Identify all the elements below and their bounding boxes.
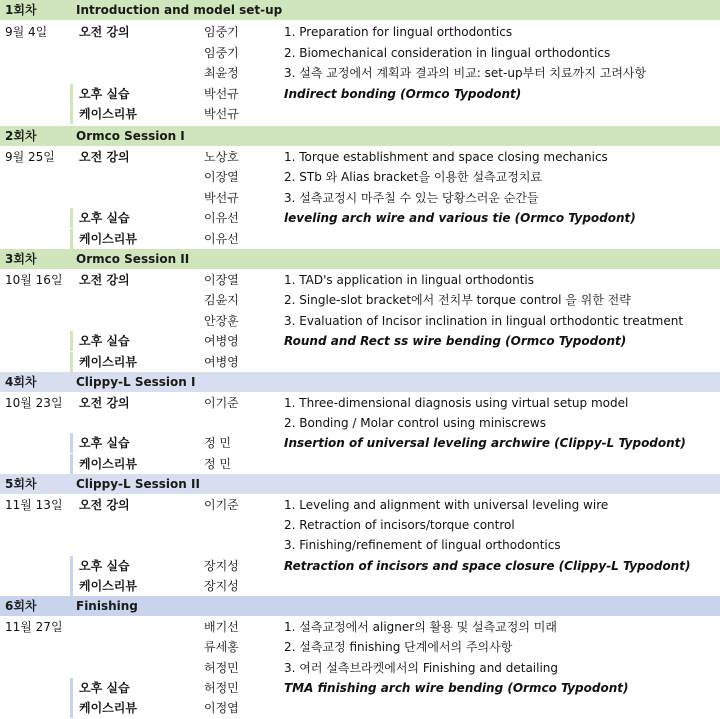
session-header: [0, 126, 720, 146]
lecture-topic: 3. 설측교정시 마주칠 수 있는 당황스러운 순간들: [284, 191, 539, 205]
session-date: 9월 4일: [5, 25, 48, 39]
schedule-row: [0, 188, 720, 208]
session-type: 오전 강의: [79, 150, 130, 164]
schedule-row: [0, 43, 720, 63]
schedule-row: [0, 637, 720, 657]
lecture-topic: 2. Retraction of incisors/torque control: [284, 518, 515, 532]
instructor-name: 이장열: [204, 273, 239, 287]
instructor-name: 이정엽: [204, 701, 239, 715]
instructor-name: 정 민: [204, 436, 231, 450]
schedule-row: [0, 433, 720, 453]
schedule-row: [0, 454, 720, 474]
instructor-name: 박선규: [204, 107, 239, 121]
session-type: 오후 실습: [79, 87, 130, 101]
schedule-row: [0, 617, 720, 637]
row-marker: [70, 229, 73, 249]
schedule-row: [0, 495, 720, 515]
instructor-name: 이유선: [204, 211, 239, 225]
schedule-row: [0, 576, 720, 596]
row-marker: [70, 698, 73, 718]
session-number: 1회차: [5, 3, 37, 17]
lecture-topic: 1. Torque establishment and space closing mechanics: [284, 150, 608, 164]
instructor-name: 노상호: [204, 150, 239, 164]
instructor-name: 박선규: [204, 87, 239, 101]
row-marker: [70, 433, 73, 453]
session-title: Clippy-L Session II: [76, 477, 200, 491]
schedule-row: [0, 331, 720, 351]
row-marker: [70, 454, 73, 474]
schedule-row: [0, 270, 720, 290]
instructor-name: 정 민: [204, 457, 231, 471]
schedule-row: [0, 658, 720, 678]
session-type: 오후 실습: [79, 436, 130, 450]
instructor-name: 장지성: [204, 579, 239, 593]
instructor-name: 박선규: [204, 191, 239, 205]
session-number: 5회차: [5, 477, 37, 491]
schedule-row: [0, 290, 720, 310]
session-date: 10월 23일: [5, 396, 63, 410]
instructor-name: 장지성: [204, 559, 239, 573]
schedule-row: [0, 352, 720, 372]
row-marker: [70, 556, 73, 576]
lab-topic: Retraction of incisors and space closure (Clippy-L Typodont): [284, 559, 691, 573]
schedule-row: [0, 104, 720, 124]
lecture-topic: 3. Evaluation of Incisor inclination in lingual orthodontic treatment: [284, 314, 684, 328]
instructor-name: 김윤지: [204, 293, 239, 307]
session-number: 6회차: [5, 599, 37, 613]
row-marker: [70, 678, 73, 698]
lecture-topic: 2. Single-slot bracket에서 전치부 torque control 을 위한 전략: [284, 293, 631, 307]
schedule-row: [0, 229, 720, 249]
lab-topic: leveling arch wire and various tie (Ormco Typodont): [284, 211, 636, 225]
instructor-name: 최윤정: [204, 66, 239, 80]
lecture-topic: 1. Leveling and alignment with universal leveling wire: [284, 498, 609, 512]
schedule-row: [0, 698, 720, 718]
schedule-row: [0, 678, 720, 698]
schedule-row: [0, 63, 720, 83]
lecture-topic: 1. TAD's application in lingual orthodontis: [284, 273, 535, 287]
instructor-name: 임중기: [204, 46, 239, 60]
row-marker: [70, 208, 73, 228]
session-type: 오전 강의: [79, 25, 130, 39]
schedule-row: [0, 515, 720, 535]
session-header: [0, 0, 720, 20]
session-date: 11월 27일: [5, 620, 63, 634]
session-title: Ormco Session II: [76, 252, 190, 266]
session-number: 3회차: [5, 252, 37, 266]
row-marker: [70, 331, 73, 351]
instructor-name: 이장열: [204, 170, 239, 184]
instructor-name: 허정민: [204, 681, 239, 695]
session-type: 케이스리뷰: [79, 579, 137, 593]
session-type: 케이스리뷰: [79, 701, 137, 715]
session-header: [0, 474, 720, 494]
session-date: 11월 13일: [5, 498, 63, 512]
lecture-topic: 3. 여러 설측브라켓에서의 Finishing and detailing: [284, 661, 559, 675]
session-header: [0, 249, 720, 269]
row-marker: [70, 104, 73, 124]
lecture-topic: 3. Finishing/refinement of lingual orthodontics: [284, 538, 561, 552]
instructor-name: 배기선: [204, 620, 239, 634]
session-title: Clippy-L Session I: [76, 375, 196, 389]
row-marker: [70, 352, 73, 372]
schedule-row: [0, 84, 720, 104]
session-type: 오후 실습: [79, 211, 130, 225]
instructor-name: 여병영: [204, 334, 239, 348]
session-type: 오전 강의: [79, 498, 130, 512]
lab-topic: Indirect bonding (Ormco Typodont): [284, 87, 522, 101]
session-number: 2회차: [5, 129, 37, 143]
session-title: Introduction and model set-up: [76, 3, 283, 17]
schedule-row: [0, 535, 720, 555]
session-type: 오후 실습: [79, 334, 130, 348]
row-marker: [70, 84, 73, 104]
session-header: [0, 596, 720, 616]
instructor-name: 이기준: [204, 396, 239, 410]
lab-topic: Insertion of universal leveling archwire (Clippy-L Typodont): [284, 436, 686, 450]
schedule-row: [0, 556, 720, 576]
lecture-topic: 2. 설측교정 finishing 단계에서의 주의사항: [284, 640, 513, 654]
lecture-topic: 2. Biomechanical consideration in lingual orthodontics: [284, 46, 611, 60]
instructor-name: 류세홍: [204, 640, 239, 654]
session-type: 오전 강의: [79, 396, 130, 410]
schedule-row: [0, 208, 720, 228]
schedule-row: [0, 393, 720, 413]
session-title: Ormco Session I: [76, 129, 185, 143]
schedule-row: [0, 22, 720, 42]
lecture-topic: 3. 설측 교정에서 계획과 결과의 비교: set-up부터 치료까지 고려사항: [284, 66, 647, 80]
lecture-topic: 2. STb 와 Alias bracket을 이용한 설측교정치료: [284, 170, 543, 184]
schedule-row: [0, 147, 720, 167]
lecture-topic: 1. Preparation for lingual orthodontics: [284, 25, 513, 39]
row-marker: [70, 576, 73, 596]
instructor-name: 임중기: [204, 25, 239, 39]
lab-topic: Round and Rect ss wire bending (Ormco Typodont): [284, 334, 627, 348]
session-date: 10월 16일: [5, 273, 63, 287]
session-type: 오후 실습: [79, 559, 130, 573]
instructor-name: 허정민: [204, 661, 239, 675]
session-type: 케이스리뷰: [79, 457, 137, 471]
instructor-name: 이기준: [204, 498, 239, 512]
session-title: Finishing: [76, 599, 138, 613]
instructor-name: 여병영: [204, 355, 239, 369]
instructor-name: 이유선: [204, 232, 239, 246]
session-number: 4회차: [5, 375, 37, 389]
schedule-row: [0, 167, 720, 187]
session-type: 오전 강의: [79, 273, 130, 287]
lab-topic: TMA finishing arch wire bending (Ormco Typodont): [284, 681, 629, 695]
lecture-topic: 1. 설측교정에서 aligner의 활용 및 설측교정의 미래: [284, 620, 557, 634]
session-header: [0, 372, 720, 392]
schedule-row: [0, 311, 720, 331]
lecture-topic: 2. Bonding / Molar control using miniscrews: [284, 416, 546, 430]
session-type: 오후 실습: [79, 681, 130, 695]
session-type: 케이스리뷰: [79, 232, 137, 246]
lecture-topic: 1. Three-dimensional diagnosis using virtual setup model: [284, 396, 629, 410]
session-type: 케이스리뷰: [79, 355, 137, 369]
session-type: 케이스리뷰: [79, 107, 137, 121]
instructor-name: 안장훈: [204, 314, 239, 328]
schedule-row: [0, 413, 720, 433]
session-date: 9월 25일: [5, 150, 55, 164]
